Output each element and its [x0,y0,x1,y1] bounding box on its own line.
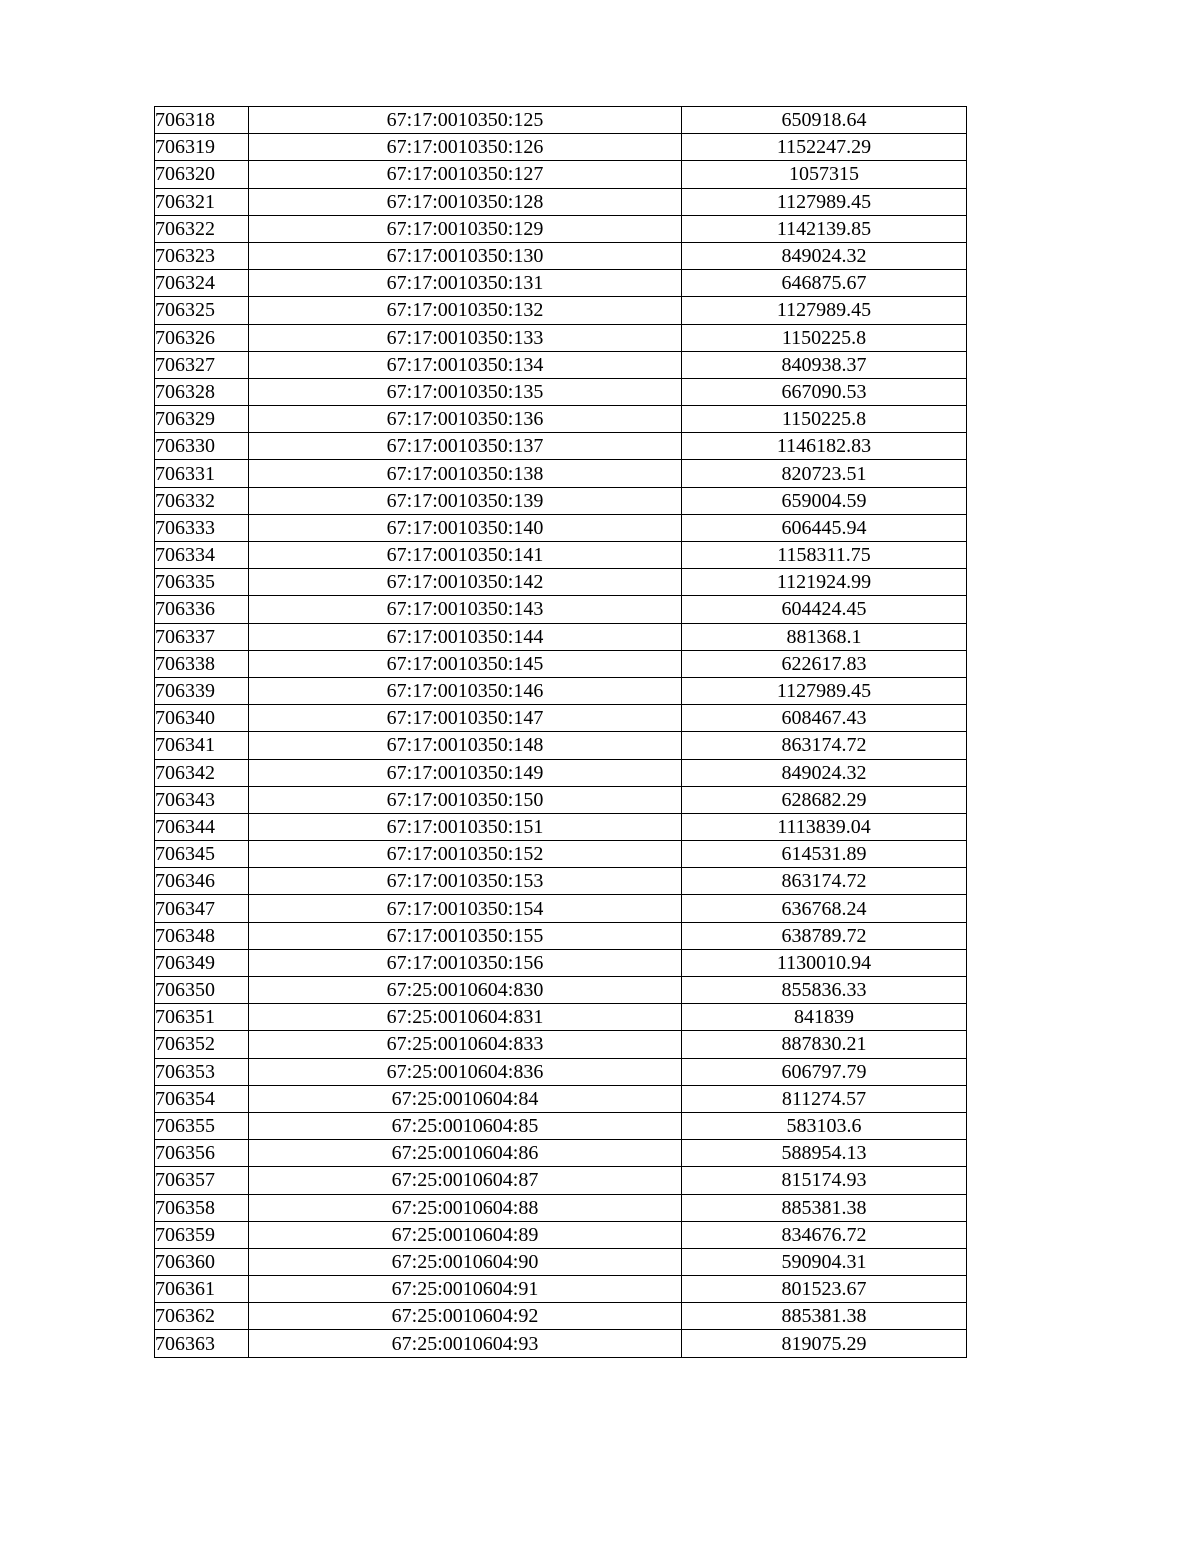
row-number-cell: 706339 [155,677,249,704]
cadastral-number-cell: 67:17:0010350:147 [249,705,682,732]
row-number-cell: 706359 [155,1221,249,1248]
table-row [155,324,967,351]
cadastral-number-cell: 67:25:0010604:92 [249,1303,682,1330]
table-row [155,161,967,188]
row-number-cell: 706347 [155,895,249,922]
table-row [155,1330,967,1357]
cadastral-number-cell: 67:17:0010350:141 [249,542,682,569]
value-cell: 638789.72 [682,922,967,949]
cadastral-number-cell: 67:17:0010350:127 [249,161,682,188]
table-row [155,977,967,1004]
table-row [155,215,967,242]
table-row [155,813,967,840]
table-row [155,1248,967,1275]
table-row [155,134,967,161]
table-row [155,759,967,786]
value-cell: 622617.83 [682,650,967,677]
row-number-cell: 706332 [155,487,249,514]
value-cell: 659004.59 [682,487,967,514]
table-row [155,677,967,704]
row-number-cell: 706323 [155,242,249,269]
table-row [155,895,967,922]
row-number-cell: 706353 [155,1058,249,1085]
cadastral-number-cell: 67:17:0010350:138 [249,460,682,487]
cadastral-number-cell: 67:17:0010350:130 [249,242,682,269]
value-cell: 840938.37 [682,351,967,378]
table-row [155,1112,967,1139]
table-row [155,1167,967,1194]
table-row [155,406,967,433]
cadastral-number-cell: 67:17:0010350:131 [249,270,682,297]
value-cell: 1152247.29 [682,134,967,161]
table-row [155,705,967,732]
cadastral-number-cell: 67:17:0010350:156 [249,949,682,976]
table-row [155,949,967,976]
table-row [155,1004,967,1031]
row-number-cell: 706351 [155,1004,249,1031]
table-row [155,514,967,541]
value-cell: 841839 [682,1004,967,1031]
row-number-cell: 706325 [155,297,249,324]
row-number-cell: 706318 [155,107,249,134]
value-cell: 614531.89 [682,841,967,868]
row-number-cell: 706333 [155,514,249,541]
cadastral-number-cell: 67:17:0010350:126 [249,134,682,161]
cadastral-number-cell: 67:17:0010350:135 [249,378,682,405]
value-cell: 849024.32 [682,759,967,786]
cadastral-number-cell: 67:25:0010604:84 [249,1085,682,1112]
value-cell: 819075.29 [682,1330,967,1357]
table-row [155,1031,967,1058]
value-cell: 1150225.8 [682,406,967,433]
table-row [155,786,967,813]
row-number-cell: 706357 [155,1167,249,1194]
cadastral-number-cell: 67:17:0010350:155 [249,922,682,949]
table-row [155,351,967,378]
cadastral-number-cell: 67:25:0010604:93 [249,1330,682,1357]
row-number-cell: 706362 [155,1303,249,1330]
table-row [155,1194,967,1221]
value-cell: 801523.67 [682,1276,967,1303]
row-number-cell: 706322 [155,215,249,242]
cadastral-number-cell: 67:17:0010350:132 [249,297,682,324]
value-cell: 1127989.45 [682,188,967,215]
value-cell: 863174.72 [682,732,967,759]
value-cell: 606445.94 [682,514,967,541]
cadastral-number-cell: 67:25:0010604:88 [249,1194,682,1221]
value-cell: 636768.24 [682,895,967,922]
value-cell: 646875.67 [682,270,967,297]
table-row [155,270,967,297]
cadastral-number-cell: 67:17:0010350:154 [249,895,682,922]
table-row [155,1140,967,1167]
row-number-cell: 706320 [155,161,249,188]
row-number-cell: 706331 [155,460,249,487]
value-cell: 1130010.94 [682,949,967,976]
cadastral-number-cell: 67:25:0010604:833 [249,1031,682,1058]
cadastral-number-cell: 67:17:0010350:153 [249,868,682,895]
cadastral-number-cell: 67:17:0010350:142 [249,569,682,596]
value-cell: 1121924.99 [682,569,967,596]
row-number-cell: 706355 [155,1112,249,1139]
cadastral-value-table [154,106,967,1358]
row-number-cell: 706350 [155,977,249,1004]
cadastral-number-cell: 67:25:0010604:85 [249,1112,682,1139]
row-number-cell: 706342 [155,759,249,786]
cadastral-number-cell: 67:17:0010350:144 [249,623,682,650]
row-number-cell: 706349 [155,949,249,976]
row-number-cell: 706361 [155,1276,249,1303]
table-row [155,922,967,949]
cadastral-number-cell: 67:17:0010350:128 [249,188,682,215]
row-number-cell: 706360 [155,1248,249,1275]
cadastral-number-cell: 67:17:0010350:125 [249,107,682,134]
cadastral-number-cell: 67:25:0010604:830 [249,977,682,1004]
table-row [155,1303,967,1330]
row-number-cell: 706327 [155,351,249,378]
table-row [155,623,967,650]
row-number-cell: 706330 [155,433,249,460]
table-row [155,242,967,269]
row-number-cell: 706336 [155,596,249,623]
table-row [155,378,967,405]
row-number-cell: 706356 [155,1140,249,1167]
cadastral-number-cell: 67:17:0010350:145 [249,650,682,677]
value-cell: 887830.21 [682,1031,967,1058]
value-cell: 604424.45 [682,596,967,623]
table-body [155,107,967,1358]
cadastral-number-cell: 67:17:0010350:139 [249,487,682,514]
row-number-cell: 706346 [155,868,249,895]
table-row [155,542,967,569]
value-cell: 667090.53 [682,378,967,405]
value-cell: 628682.29 [682,786,967,813]
table-row [155,841,967,868]
value-cell: 1057315 [682,161,967,188]
cadastral-number-cell: 67:25:0010604:86 [249,1140,682,1167]
row-number-cell: 706326 [155,324,249,351]
value-cell: 855836.33 [682,977,967,1004]
table-row [155,868,967,895]
row-number-cell: 706337 [155,623,249,650]
cadastral-number-cell: 67:17:0010350:134 [249,351,682,378]
table-row [155,1276,967,1303]
table-row [155,732,967,759]
row-number-cell: 706352 [155,1031,249,1058]
value-cell: 881368.1 [682,623,967,650]
cadastral-number-cell: 67:25:0010604:90 [249,1248,682,1275]
table-row [155,1085,967,1112]
table-row [155,1058,967,1085]
row-number-cell: 706335 [155,569,249,596]
row-number-cell: 706338 [155,650,249,677]
row-number-cell: 706334 [155,542,249,569]
value-cell: 608467.43 [682,705,967,732]
value-cell: 583103.6 [682,1112,967,1139]
value-cell: 1142139.85 [682,215,967,242]
cadastral-number-cell: 67:17:0010350:140 [249,514,682,541]
cadastral-number-cell: 67:17:0010350:137 [249,433,682,460]
row-number-cell: 706344 [155,813,249,840]
cadastral-number-cell: 67:17:0010350:146 [249,677,682,704]
row-number-cell: 706340 [155,705,249,732]
value-cell: 1127989.45 [682,297,967,324]
cadastral-number-cell: 67:17:0010350:133 [249,324,682,351]
value-cell: 650918.64 [682,107,967,134]
row-number-cell: 706341 [155,732,249,759]
value-cell: 1113839.04 [682,813,967,840]
value-cell: 849024.32 [682,242,967,269]
row-number-cell: 706319 [155,134,249,161]
row-number-cell: 706348 [155,922,249,949]
cadastral-number-cell: 67:25:0010604:89 [249,1221,682,1248]
cadastral-number-cell: 67:25:0010604:87 [249,1167,682,1194]
value-cell: 1150225.8 [682,324,967,351]
cadastral-number-cell: 67:17:0010350:151 [249,813,682,840]
value-cell: 885381.38 [682,1303,967,1330]
table-row [155,297,967,324]
row-number-cell: 706358 [155,1194,249,1221]
cadastral-number-cell: 67:17:0010350:149 [249,759,682,786]
row-number-cell: 706354 [155,1085,249,1112]
row-number-cell: 706363 [155,1330,249,1357]
value-cell: 885381.38 [682,1194,967,1221]
value-cell: 815174.93 [682,1167,967,1194]
value-cell: 606797.79 [682,1058,967,1085]
cadastral-number-cell: 67:17:0010350:143 [249,596,682,623]
value-cell: 588954.13 [682,1140,967,1167]
row-number-cell: 706324 [155,270,249,297]
value-cell: 1146182.83 [682,433,967,460]
cadastral-number-cell: 67:17:0010350:150 [249,786,682,813]
table-row [155,650,967,677]
table-row [155,107,967,134]
table-row [155,188,967,215]
value-cell: 1158311.75 [682,542,967,569]
cadastral-number-cell: 67:17:0010350:129 [249,215,682,242]
table-row [155,460,967,487]
value-cell: 834676.72 [682,1221,967,1248]
cadastral-number-cell: 67:17:0010350:136 [249,406,682,433]
row-number-cell: 706328 [155,378,249,405]
value-cell: 590904.31 [682,1248,967,1275]
table-row [155,433,967,460]
row-number-cell: 706329 [155,406,249,433]
value-cell: 1127989.45 [682,677,967,704]
cadastral-number-cell: 67:17:0010350:148 [249,732,682,759]
value-cell: 811274.57 [682,1085,967,1112]
table-row [155,1221,967,1248]
cadastral-number-cell: 67:25:0010604:836 [249,1058,682,1085]
row-number-cell: 706345 [155,841,249,868]
table-row [155,569,967,596]
cadastral-number-cell: 67:25:0010604:831 [249,1004,682,1031]
row-number-cell: 706343 [155,786,249,813]
cadastral-number-cell: 67:25:0010604:91 [249,1276,682,1303]
row-number-cell: 706321 [155,188,249,215]
cadastral-number-cell: 67:17:0010350:152 [249,841,682,868]
value-cell: 820723.51 [682,460,967,487]
value-cell: 863174.72 [682,868,967,895]
table-row [155,487,967,514]
table-row [155,596,967,623]
